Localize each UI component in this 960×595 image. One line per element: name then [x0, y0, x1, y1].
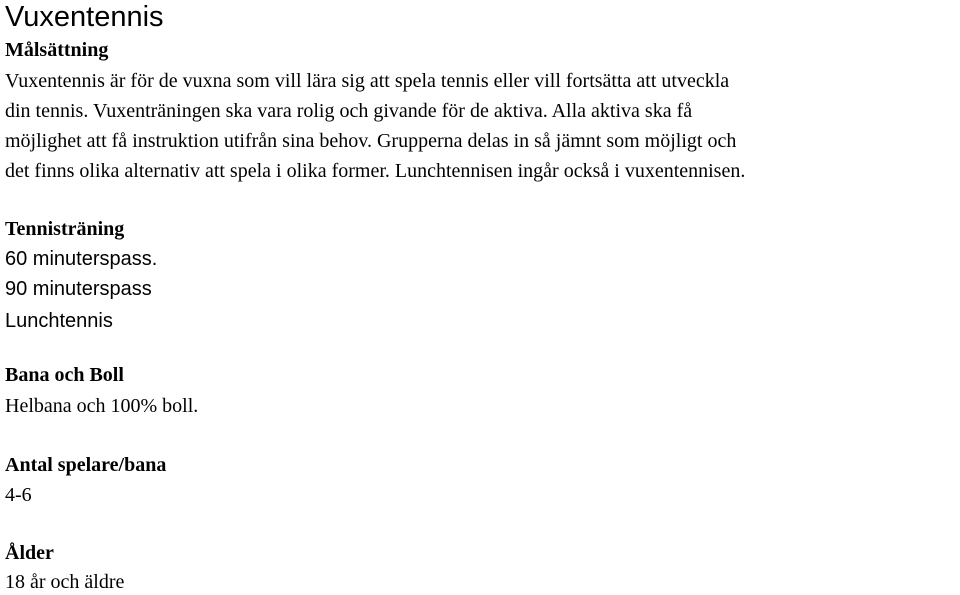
goal-line: din tennis. Vuxenträningen ska vara rolig och givande för de aktiva. Alla aktiva ska få [5, 100, 693, 122]
page-title: Vuxentennis [5, 1, 164, 33]
training-item: Lunchtennis [5, 310, 113, 332]
goal-paragraph [5, 66, 745, 186]
age-value: 18 år och äldre [5, 571, 125, 593]
players-heading: Antal spelare/bana [5, 454, 167, 476]
age-heading: Ålder [5, 542, 54, 564]
players-value: 4-6 [5, 484, 32, 506]
goal-line: Vuxentennis är för de vuxna som vill lära sig att spela tennis eller vill fortsätta att utveckla [5, 70, 730, 92]
training-item: 60 minuterspass. [5, 248, 158, 270]
goal-line: möjlighet att få instruktion utifrån sina behov. Grupperna delas in så jämnt som möjligt och [5, 130, 737, 152]
training-item: 90 minuterspass [5, 278, 152, 300]
training-heading: Tennisträning [5, 218, 125, 240]
goal-heading: Målsättning [5, 39, 109, 61]
court-heading: Bana och Boll [5, 364, 124, 386]
goal-line: det finns olika alternativ att spela i olika former. Lunchtennisen ingår också i vuxentennisen. [5, 160, 746, 182]
court-value: Helbana och 100% boll. [5, 395, 199, 417]
